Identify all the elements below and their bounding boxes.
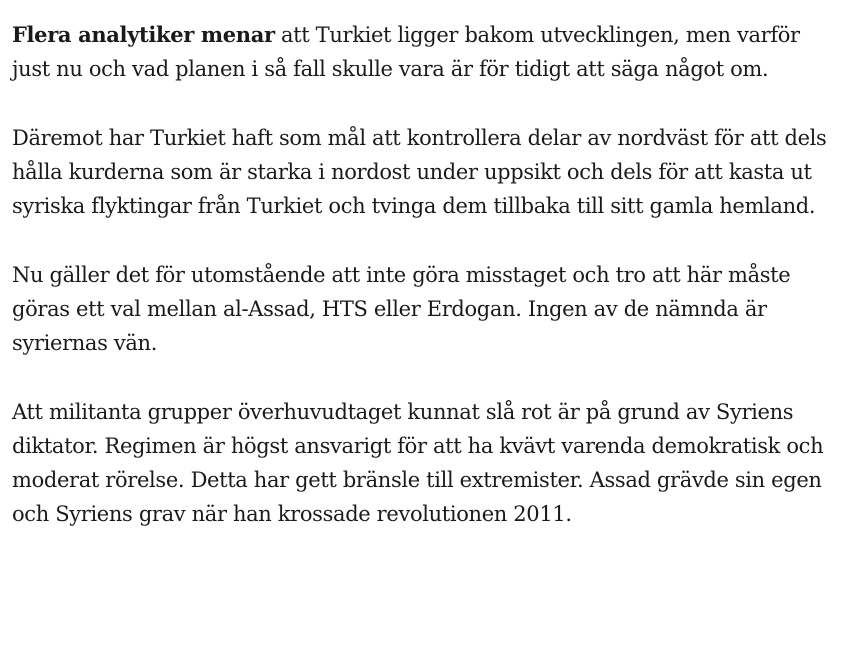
paragraph-1-lead: Flera analytiker menar [12, 22, 275, 47]
paragraph-1 [12, 18, 842, 86]
paragraph-4: Att militanta grupper överhuvudtaget kunnat slå rot är på grund av Syriens diktator. Regimen är högst ansvarigt för att ha kvävt varenda demokratisk och moderat rörelse. Detta har gett bränsle till extremister. Assad grävde sin egen och Syriens grav när han krossade revolutionen 2011. [12, 399, 824, 527]
paragraph-2: Däremot har Turkiet haft som mål att kontrollera delar av nordväst för att dels hålla kurderna som är starka i nordost under uppsikt och dels för att kasta ut syriska flyktingar från Turkiet och tvinga dem tillbaka till sitt gamla hemland. [12, 125, 827, 219]
paragraph-1-text: att Turkiet ligger bakom utvecklingen, men varför just nu och vad planen i så fall skulle vara är för tidigt att säga något om. [12, 23, 800, 82]
paragraph-3: Nu gäller det för utomstående att inte göra misstaget och tro att här måste göras ett val mellan al-Assad, HTS eller Erdogan. Ingen av de nämnda är syriernas vän. [12, 262, 791, 356]
